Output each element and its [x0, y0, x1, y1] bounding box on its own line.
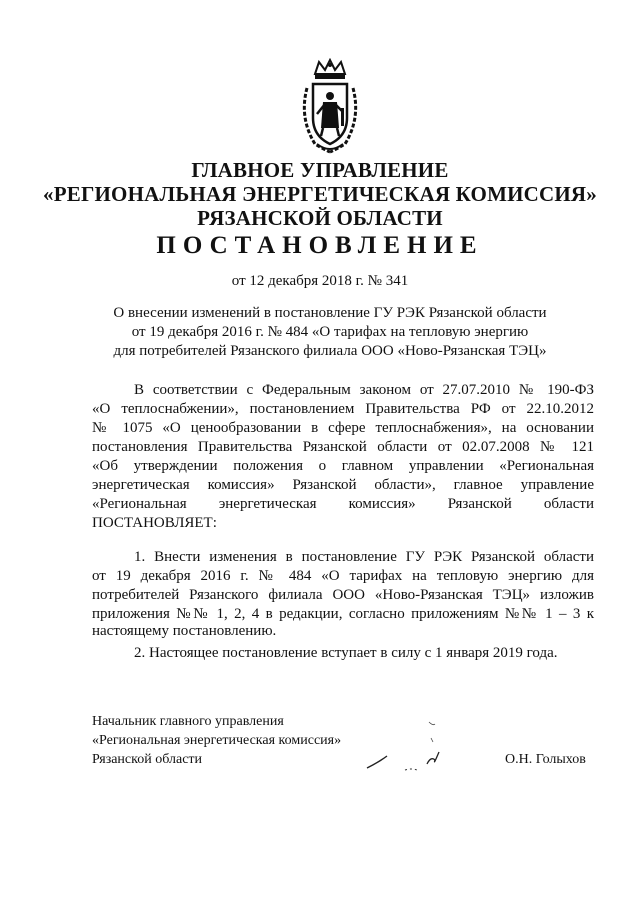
preamble-line: «Об утверждении положения о главном управлении «Региональная — [92, 458, 594, 474]
paragraph2: 2. Настоящее постановление вступает в силу с 1 января 2019 года. — [134, 645, 558, 661]
org-title-line1: ГЛАВНОЕ УПРАВЛЕНИЕ — [191, 158, 449, 182]
signatory-position-line1: Начальник главного управления — [92, 714, 284, 729]
subject-line-1: О внесении изменений в постановление ГУ РЭК Рязанской области — [113, 305, 547, 321]
preamble-decision-word: ПОСТАНОВЛЯЕТ: — [92, 515, 217, 531]
paragraph1-line: потребителей Рязанского филиала ООО «Ново-Рязанская ТЭЦ» изложив — [92, 587, 594, 603]
subject-line-2: от 19 декабря 2016 г. № 484 «О тарифах на тепловую энергию — [131, 324, 529, 340]
preamble-line: «Региональная энергетическая комиссия» Рязанской области — [92, 496, 594, 512]
signatory-position-line3: Рязанской области — [92, 752, 203, 767]
preamble-line: «О теплоснабжении», постановлением Правительства РФ от 22.10.2012 — [92, 401, 594, 417]
signatory-position-line2: «Региональная энергетическая комиссия» — [92, 733, 342, 748]
document-type-title: ПОСТАНОВЛЕНИЕ — [156, 232, 484, 259]
preamble-line: № 1075 «О ценообразовании в сфере теплоснабжения», на основании — [92, 420, 594, 436]
signatory-name: О.Н. Голыхов — [505, 752, 586, 767]
handwritten-signature — [365, 712, 455, 782]
preamble-line: энергетическая комиссия» Рязанской области», главное управление — [92, 477, 594, 493]
ryazan-coat-of-arms-icon — [295, 58, 365, 154]
org-title-line3: РЯЗАНСКОЙ ОБЛАСТИ — [197, 206, 443, 230]
subject-line-3: для потребителей Рязанского филиала ООО «Ново-Рязанская ТЭЦ» — [113, 343, 547, 359]
paragraph1-line: приложения №№ 1, 2, 4 в редакции, согласно приложениям №№ 1 – 3 к — [92, 606, 594, 622]
paragraph1-line: 1. Внести изменения в постановление ГУ РЭК Рязанской области — [134, 549, 594, 565]
document-date-number: от 12 декабря 2018 г. № 341 — [231, 273, 409, 289]
preamble-line: постановления Правительства Рязанской области от 02.07.2008 № 121 — [92, 439, 594, 455]
org-title-line2: «РЕГИОНАЛЬНАЯ ЭНЕРГЕТИЧЕСКАЯ КОМИССИЯ» — [43, 182, 597, 206]
preamble-line: В соответствии с Федеральным законом от 27.07.2010 № 190-ФЗ — [134, 382, 594, 398]
paragraph1-line: от 19 декабря 2016 г. № 484 «О тарифах на тепловую энергию для — [92, 568, 594, 584]
paragraph1-line: настоящему постановлению. — [92, 623, 277, 639]
